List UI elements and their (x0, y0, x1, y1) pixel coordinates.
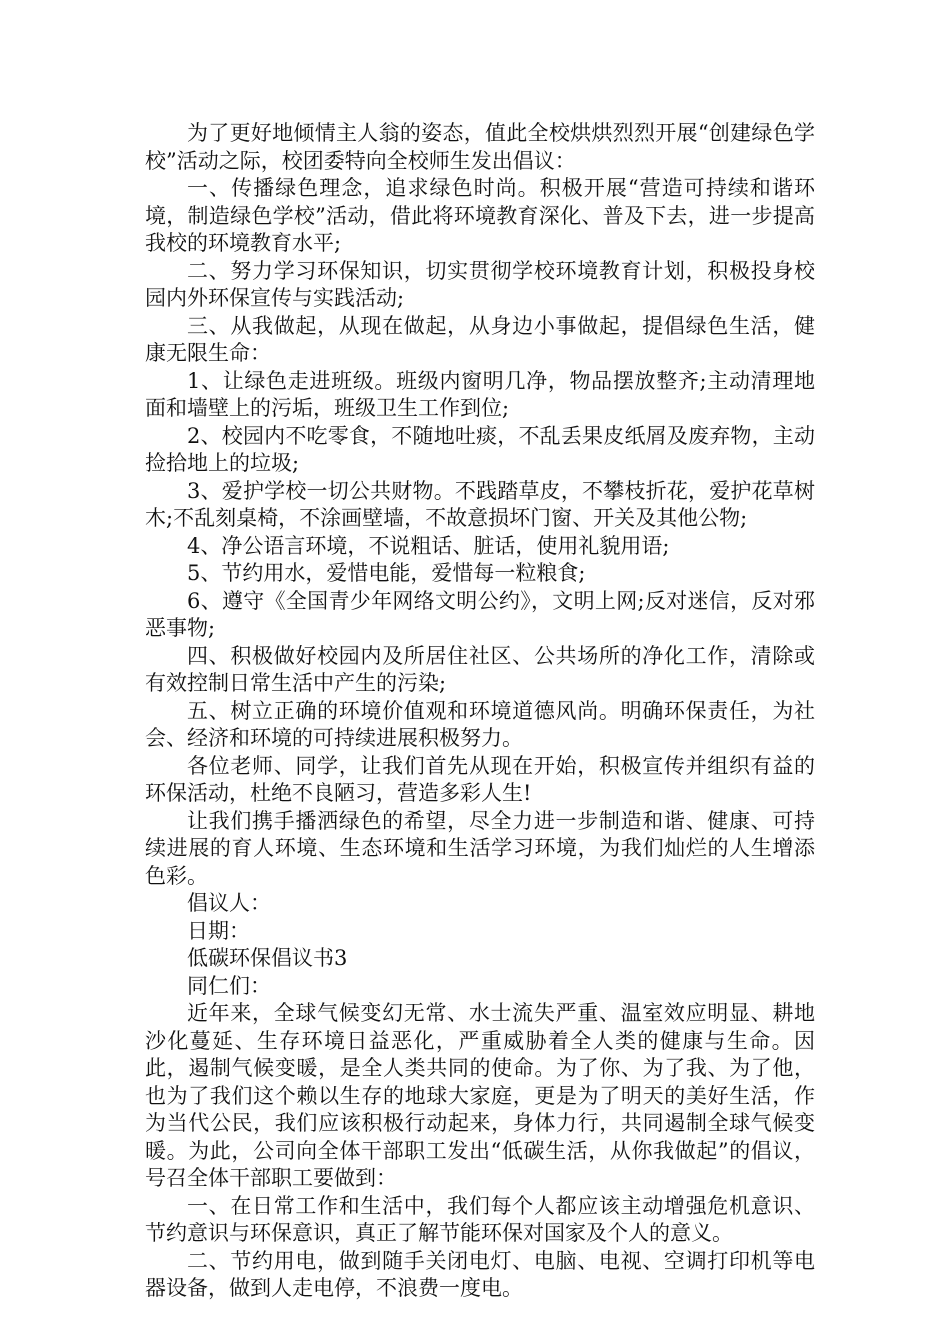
paragraph-intro: 为了更好地倾情主人翁的姿态，值此全校烘烘烈烈开展“创建绿色学校”活动之际，校团委特向全校师生发出倡议： (145, 121, 815, 173)
paragraph-background: 近年来，全球气候变幻无常、水士流失严重、温室效应明显、耕地沙化蔓延、生存环境日益恶化，严重威胁着全人类的健康与生命。因此，遏制气候变暖，是全人类共同的使命。为了你、为了我、为了他，也为了我们这个赖以生存的地球大家庭，更是为了明天的美好生活，作为当代公民，我们应该积极行动起来，身体力行，共同遏制全球气候变暖。为此，公司向全体干部职工发出“低碳生活，从你我做起”的倡议，号召全体干部职工要做到： (145, 1001, 815, 1190)
paragraph-subitem-2: 2、校园内不吃零食，不随地吐痰，不乱丢果皮纸屑及废弃物，主动捡拾地上的垃圾; (145, 423, 815, 475)
signature-date: 日期： (187, 918, 250, 943)
paragraph-subitem-3: 3、爱护学校一切公共财物。不践踏草皮，不攀枝折花，爱护花草树木;不乱刻桌椅，不涂画壁墙，不故意损坏门窗、开关及其他公物; (145, 478, 815, 530)
paragraph-appeal: 各位老师、同学，让我们首先从现在开始，积极宣传并组织有益的环保活动，杜绝不良陋习，营造多彩人生! (145, 753, 815, 805)
paragraph-item-5: 五、树立正确的环境价值观和环境道德风尚。明确环保责任，为社会、经济和环境的可持续进展积极努力。 (145, 698, 815, 750)
document-body (145, 120, 815, 1303)
paragraph-point-2: 二、节约用电，做到随手关闭电灯、电脑、电视、空调打印机等电器设备，做到人走电停，不浪费一度电。 (145, 1248, 815, 1300)
paragraph-subitem-5: 5、节约用水，爱惜电能，爱惜每一粒粮食; (187, 561, 586, 585)
paragraph-item-1: 一、传播绿色理念，追求绿色时尚。积极开展“营造可持续和谐环境，制造绿色学校”活动，借此将环境教育深化、普及下去，进一步提高我校的环境教育水平; (145, 176, 815, 255)
paragraph-subitem-4: 4、净公语言环境，不说粗话、脏话，使用礼貌用语; (187, 533, 670, 558)
paragraph-item-4: 四、积极做好校园内及所居住社区、公共场所的净化工作，清除或有效控制日常生活中产生的污染; (145, 643, 815, 695)
signature-initiator: 倡议人： (187, 891, 271, 915)
paragraph-item-3: 三、从我做起，从现在做起，从身边小事做起，提倡绿色生活，健康无限生命： (145, 313, 815, 365)
salutation: 同仁们： (187, 973, 271, 998)
paragraph-closing: 让我们携手播洒绿色的希望，尽全力进一步制造和谐、健康、可持续进展的育人环境、生态环境和生活学习环境，为我们灿烂的人生增添色彩。 (145, 808, 815, 888)
paragraph-item-2: 二、努力学习环保知识，切实贯彻学校环境教育计划，积极投身校园内外环保宣传与实践活动; (145, 258, 815, 310)
paragraph-subitem-6: 6、遵守《全国青少年网络文明公约》，文明上网;反对迷信，反对邪恶事物; (145, 588, 815, 640)
paragraph-point-1: 一、在日常工作和生活中，我们每个人都应该主动增强危机意识、节约意识与环保意识，真正了解节能环保对国家及个人的意义。 (145, 1193, 815, 1245)
section-title: 低碳环保倡议书3 (187, 946, 348, 970)
paragraph-subitem-1: 1、让绿色走进班级。班级内窗明几净，物品摆放整齐;主动清理地面和墙壁上的污垢，班级卫生工作到位; (145, 368, 815, 420)
